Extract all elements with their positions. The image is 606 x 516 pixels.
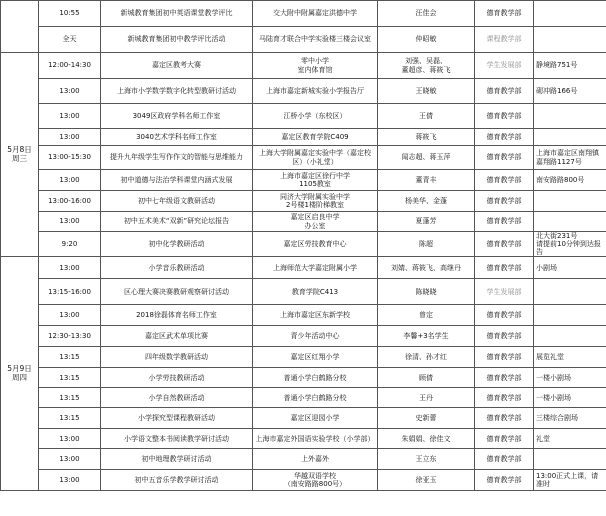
note-cell	[534, 449, 606, 470]
note-cell	[534, 212, 606, 232]
content-cell: 上海市小学数学数字化转型教研讨活动	[101, 79, 253, 104]
table-row	[1, 170, 606, 191]
note-cell: 上海市嘉定区南翔镇嘉翔路1127号	[534, 146, 606, 170]
dept-cell: 德育教学部	[475, 79, 534, 104]
content-cell: 初中七年级语文教研活动	[101, 191, 253, 212]
person-cell: 夏蓬芳	[378, 212, 475, 232]
time-cell: 13:15	[39, 347, 101, 368]
table-row	[1, 368, 606, 388]
content-cell: 嘉定区武术单项比赛	[101, 326, 253, 347]
person-cell: 刘婧、蒋筱飞、高继丹	[378, 257, 475, 279]
time-cell: 13:15	[39, 368, 101, 388]
content-cell: 初中五术美术“双新”研究论坛报告	[101, 212, 253, 232]
time-cell: 13:15	[39, 408, 101, 429]
venue-cell: 交大附中附属嘉定洪德中学	[253, 1, 378, 27]
table-row	[1, 449, 606, 470]
dept-cell: 德育教学部	[475, 326, 534, 347]
person-cell: 顾倩	[378, 368, 475, 388]
person-cell: 李馨+3名学生	[378, 326, 475, 347]
dept-cell: 德育教学部	[475, 1, 534, 27]
time-cell: 12:00-14:30	[39, 53, 101, 79]
table-row	[1, 347, 606, 368]
time-cell: 13:00	[39, 170, 101, 191]
dept-cell: 德育教学部	[475, 146, 534, 170]
content-cell: 2018徐磊体育名师工作室	[101, 305, 253, 326]
time-cell: 13:00	[39, 429, 101, 449]
content-cell: 小学自然教研活动	[101, 388, 253, 408]
time-cell: 12:30-13:30	[39, 326, 101, 347]
dept-cell: 德育教学部	[475, 191, 534, 212]
venue-cell: 嘉定区教育学院C409	[253, 129, 378, 146]
dept-cell: 德育教学部	[475, 257, 534, 279]
time-cell: 13:15	[39, 388, 101, 408]
dept-cell: 课程教学部	[475, 27, 534, 53]
person-cell: 刘强、吴磊、 董超彦、蒋筱飞	[378, 53, 475, 79]
content-cell: 四年级数学教研活动	[101, 347, 253, 368]
content-cell: 新城教育集团初中英语课堂教学评比	[101, 1, 253, 27]
venue-cell: 嘉定区启良中学 办公室	[253, 212, 378, 232]
person-cell: 陈超	[378, 232, 475, 257]
time-cell: 9:20	[39, 232, 101, 257]
venue-cell: 同济大学附属实验中学 2号楼1楼阶梯教室	[253, 191, 378, 212]
content-cell: 提升九年级学生写作作文的智能与思维能力	[101, 146, 253, 170]
table-row	[1, 305, 606, 326]
venue-cell: 江桥小学（东校区）	[253, 104, 378, 129]
venue-cell: 上海市嘉定外国语实验学校（小学部）	[253, 429, 378, 449]
note-cell	[534, 104, 606, 129]
table-row	[1, 212, 606, 232]
note-cell	[534, 326, 606, 347]
dept-cell: 学生发展部	[475, 53, 534, 79]
note-cell	[534, 1, 606, 27]
dept-cell: 德育教学部	[475, 347, 534, 368]
dept-cell: 学生发展部	[475, 279, 534, 305]
venue-cell: 上海市嘉定新城实验小学报告厅	[253, 79, 378, 104]
table-row	[1, 191, 606, 212]
venue-cell: 上海师范大学嘉定附属小学	[253, 257, 378, 279]
note-cell: 北大街231号 请提前10分钟到达报告	[534, 232, 606, 257]
dept-cell: 德育教学部	[475, 305, 534, 326]
venue-cell: 普通小学白鹤路分校	[253, 368, 378, 388]
dept-cell: 德育教学部	[475, 232, 534, 257]
table-row	[1, 104, 606, 129]
content-cell: 初中道德与法治学科课堂内涵式发展	[101, 170, 253, 191]
venue-cell: 教育学院C413	[253, 279, 378, 305]
person-cell: 闻志超、蒋玉萍	[378, 146, 475, 170]
dept-cell: 德育教学部	[475, 470, 534, 491]
note-cell: 小剧场	[534, 257, 606, 279]
time-cell: 13:00	[39, 257, 101, 279]
content-cell: 新城教育集团初中教学评比活动	[101, 27, 253, 53]
person-cell: 王倩	[378, 104, 475, 129]
venue-cell: 嘉定区迎园小学	[253, 408, 378, 429]
content-cell: 小学语文整本书阅读教学研讨活动	[101, 429, 253, 449]
person-cell: 董青丰	[378, 170, 475, 191]
venue-cell: 上海大学附属嘉定实验中学（嘉定校区）（小礼堂）	[253, 146, 378, 170]
time-cell: 13:00	[39, 470, 101, 491]
venue-cell: 马陆育才联合中学实验楼三楼会议室	[253, 27, 378, 53]
dept-cell: 德育教学部	[475, 408, 534, 429]
time-cell: 13:00-16:00	[39, 191, 101, 212]
person-cell: 史新蕾	[378, 408, 475, 429]
table-row	[1, 1, 606, 27]
dept-cell: 德育教学部	[475, 388, 534, 408]
venue-cell: 上海市嘉定区徐行中学 1105教室	[253, 170, 378, 191]
table-row	[1, 279, 606, 305]
note-cell	[534, 129, 606, 146]
date-cell: 5月9日 周四	[1, 257, 39, 491]
person-cell: 徐清、孙才红	[378, 347, 475, 368]
time-cell: 13:00	[39, 104, 101, 129]
date-cell	[1, 1, 39, 53]
content-cell: 小学音乐教研活动	[101, 257, 253, 279]
time-cell: 13:15-16:00	[39, 279, 101, 305]
person-cell: 徐亚玉	[378, 470, 475, 491]
note-cell: 砌冲路166号	[534, 79, 606, 104]
dept-cell: 德育教学部	[475, 170, 534, 191]
content-cell: 3040艺术学科名师工作室	[101, 129, 253, 146]
person-cell: 杨美华、金蓬	[378, 191, 475, 212]
venue-cell: 青少年活动中心	[253, 326, 378, 347]
table-row	[1, 129, 606, 146]
time-cell: 13:00	[39, 305, 101, 326]
table-row	[1, 429, 606, 449]
dept-cell: 德育教学部	[475, 429, 534, 449]
dept-cell: 德育教学部	[475, 104, 534, 129]
venue-cell: 零中小学 室内体育馆	[253, 53, 378, 79]
table-row	[1, 27, 606, 53]
person-cell: 仲昭敏	[378, 27, 475, 53]
content-cell: 3049区政府学科名师工作室	[101, 104, 253, 129]
content-cell: 小学探究型课程教研活动	[101, 408, 253, 429]
content-cell: 嘉定区教考大赛	[101, 53, 253, 79]
person-cell: 蒋筱飞	[378, 129, 475, 146]
person-cell: 汪佳会	[378, 1, 475, 27]
dept-cell: 德育教学部	[475, 212, 534, 232]
note-cell: 一楼小剧场	[534, 368, 606, 388]
person-cell: 陈晓晓	[378, 279, 475, 305]
note-cell: 一楼小剧场	[534, 388, 606, 408]
dept-cell: 德育教学部	[475, 368, 534, 388]
table-row	[1, 79, 606, 104]
time-cell: 全天	[39, 27, 101, 53]
time-cell: 13:00-15:30	[39, 146, 101, 170]
person-cell: 王晓敏	[378, 79, 475, 104]
person-cell: 王丹	[378, 388, 475, 408]
note-cell: 13:00正式上课，请准时	[534, 470, 606, 491]
person-cell: 曾定	[378, 305, 475, 326]
venue-cell: 普通小学白鹤路分校	[253, 388, 378, 408]
note-cell	[534, 191, 606, 212]
note-cell: 南安路路800号	[534, 170, 606, 191]
content-cell: 区心理大赛决赛教研观察研讨活动	[101, 279, 253, 305]
note-cell	[534, 305, 606, 326]
note-cell: 三楼综合剧场	[534, 408, 606, 429]
time-cell: 10:55	[39, 1, 101, 27]
table-row	[1, 470, 606, 491]
time-cell: 13:00	[39, 129, 101, 146]
table-row	[1, 53, 606, 79]
venue-cell: 华越双语学校 （南安路路800号）	[253, 470, 378, 491]
venue-cell: 上外嘉外	[253, 449, 378, 470]
note-cell: 展览礼堂	[534, 347, 606, 368]
table-row	[1, 326, 606, 347]
table-row	[1, 388, 606, 408]
time-cell: 13:00	[39, 212, 101, 232]
content-cell: 初中五音乐学教学研讨活动	[101, 470, 253, 491]
date-cell: 5月8日 周三	[1, 53, 39, 257]
person-cell: 王立东	[378, 449, 475, 470]
table-row	[1, 232, 606, 257]
time-cell: 13:00	[39, 449, 101, 470]
content-cell: 初中化学教研活动	[101, 232, 253, 257]
dept-cell: 德育教学部	[475, 449, 534, 470]
note-cell: 礼堂	[534, 429, 606, 449]
table-row	[1, 146, 606, 170]
time-cell: 13:00	[39, 79, 101, 104]
content-cell: 小学劳技教研活动	[101, 368, 253, 388]
note-cell: 静境路751号	[534, 53, 606, 79]
person-cell: 朱娟娟、徐佳文	[378, 429, 475, 449]
venue-cell: 嘉定区红翔小学	[253, 347, 378, 368]
table-row	[1, 257, 606, 279]
content-cell: 初中地理教学研讨活动	[101, 449, 253, 470]
venue-cell: 嘉定区劳技教育中心	[253, 232, 378, 257]
note-cell	[534, 27, 606, 53]
dept-cell: 德育教学部	[475, 129, 534, 146]
table-row	[1, 408, 606, 429]
note-cell	[534, 279, 606, 305]
venue-cell: 上海市嘉定区东新学校	[253, 305, 378, 326]
